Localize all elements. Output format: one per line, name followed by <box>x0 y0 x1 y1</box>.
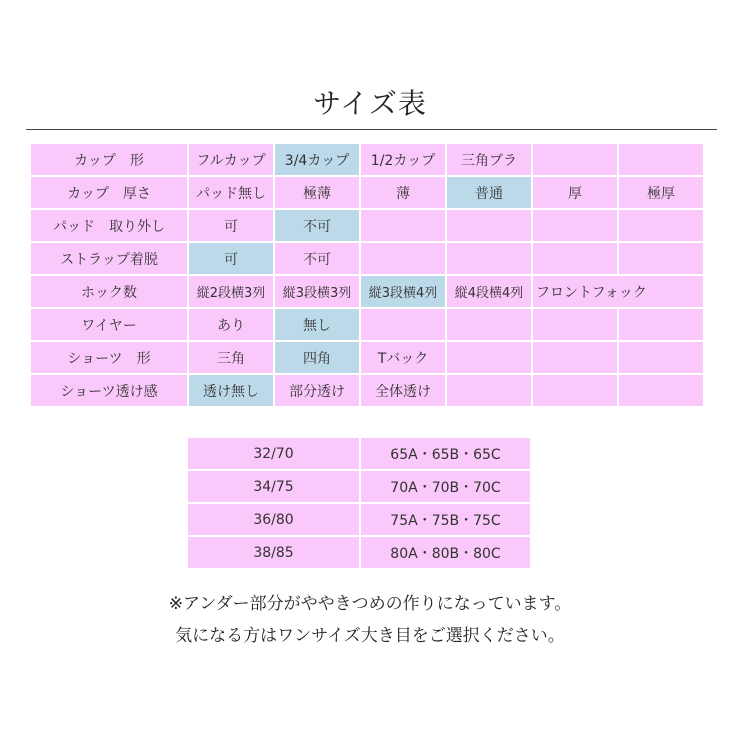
note-line-2: 気になる方はワンサイズ大き目をご選択ください。 <box>175 626 565 646</box>
spec-table <box>29 142 705 408</box>
spec-cell: 無し <box>274 308 360 341</box>
spec-cell: 極厚 <box>618 176 704 209</box>
size-table <box>186 436 532 570</box>
size-row <box>187 437 531 470</box>
spec-cell <box>532 242 618 275</box>
spec-cell: 四角 <box>274 341 360 374</box>
spec-cell: 極薄 <box>274 176 360 209</box>
spec-cell <box>618 374 704 407</box>
spec-row-label: ストラップ着脱 <box>30 242 188 275</box>
spec-cell <box>532 209 618 242</box>
size-cup-cell: 65A・65B・65C <box>360 437 531 470</box>
spec-cell <box>446 209 532 242</box>
spec-cell <box>446 242 532 275</box>
spec-cell <box>446 374 532 407</box>
spec-cell <box>360 308 446 341</box>
spec-cell: 薄 <box>360 176 446 209</box>
spec-row-label: ホック数 <box>30 275 188 308</box>
spec-cell: 1/2カップ <box>360 143 446 176</box>
size-row <box>187 503 531 536</box>
spec-cell <box>446 341 532 374</box>
spec-cell: Tバック <box>360 341 446 374</box>
spec-cell <box>532 341 618 374</box>
title-divider <box>26 129 717 130</box>
size-cup-cell: 75A・75B・75C <box>360 503 531 536</box>
spec-cell <box>532 308 618 341</box>
spec-row <box>30 209 704 242</box>
spec-row <box>30 308 704 341</box>
spec-cell: 縦3段横3列 <box>274 275 360 308</box>
spec-row-label: ショーツ透け感 <box>30 374 188 407</box>
size-band-cell: 38/85 <box>187 536 360 569</box>
spec-cell: 全体透け <box>360 374 446 407</box>
size-cup-cell: 70A・70B・70C <box>360 470 531 503</box>
spec-cell: 縦2段横3列 <box>188 275 274 308</box>
spec-cell: 三角ブラ <box>446 143 532 176</box>
spec-cell: 厚 <box>532 176 618 209</box>
spec-cell <box>360 242 446 275</box>
spec-row-label: ワイヤー <box>30 308 188 341</box>
spec-row <box>30 242 704 275</box>
spec-cell <box>618 242 704 275</box>
spec-row-label: パッド 取り外し <box>30 209 188 242</box>
spec-cell <box>532 374 618 407</box>
spec-cell: あり <box>188 308 274 341</box>
spec-cell: フロントフォック <box>532 275 704 308</box>
spec-row <box>30 374 704 407</box>
spec-cell <box>618 341 704 374</box>
spec-cell: 縦3段横4列 <box>360 275 446 308</box>
size-band-cell: 32/70 <box>187 437 360 470</box>
spec-cell: 不可 <box>274 242 360 275</box>
spec-cell: 3/4カップ <box>274 143 360 176</box>
page-title: サイズ表 <box>313 87 427 120</box>
spec-cell: 可 <box>188 242 274 275</box>
spec-row-label: カップ 厚さ <box>30 176 188 209</box>
spec-cell: パッド無し <box>188 176 274 209</box>
spec-row <box>30 275 704 308</box>
spec-row-label: ショーツ 形 <box>30 341 188 374</box>
spec-cell: 透け無し <box>188 374 274 407</box>
spec-cell <box>618 209 704 242</box>
spec-row <box>30 176 704 209</box>
size-row <box>187 470 531 503</box>
note-line-1: ※アンダー部分がややきつめの作りになっています。 <box>168 594 572 614</box>
spec-cell: 可 <box>188 209 274 242</box>
spec-cell: 縦4段横4列 <box>446 275 532 308</box>
spec-cell <box>446 308 532 341</box>
spec-row <box>30 143 704 176</box>
spec-cell: 普通 <box>446 176 532 209</box>
spec-cell <box>532 143 618 176</box>
size-cup-cell: 80A・80B・80C <box>360 536 531 569</box>
spec-cell <box>618 308 704 341</box>
size-row <box>187 536 531 569</box>
spec-row <box>30 341 704 374</box>
spec-cell <box>360 209 446 242</box>
spec-cell: フルカップ <box>188 143 274 176</box>
spec-cell: 不可 <box>274 209 360 242</box>
size-band-cell: 36/80 <box>187 503 360 536</box>
spec-cell <box>618 143 704 176</box>
spec-cell: 部分透け <box>274 374 360 407</box>
size-band-cell: 34/75 <box>187 470 360 503</box>
spec-row-label: カップ 形 <box>30 143 188 176</box>
spec-cell: 三角 <box>188 341 274 374</box>
